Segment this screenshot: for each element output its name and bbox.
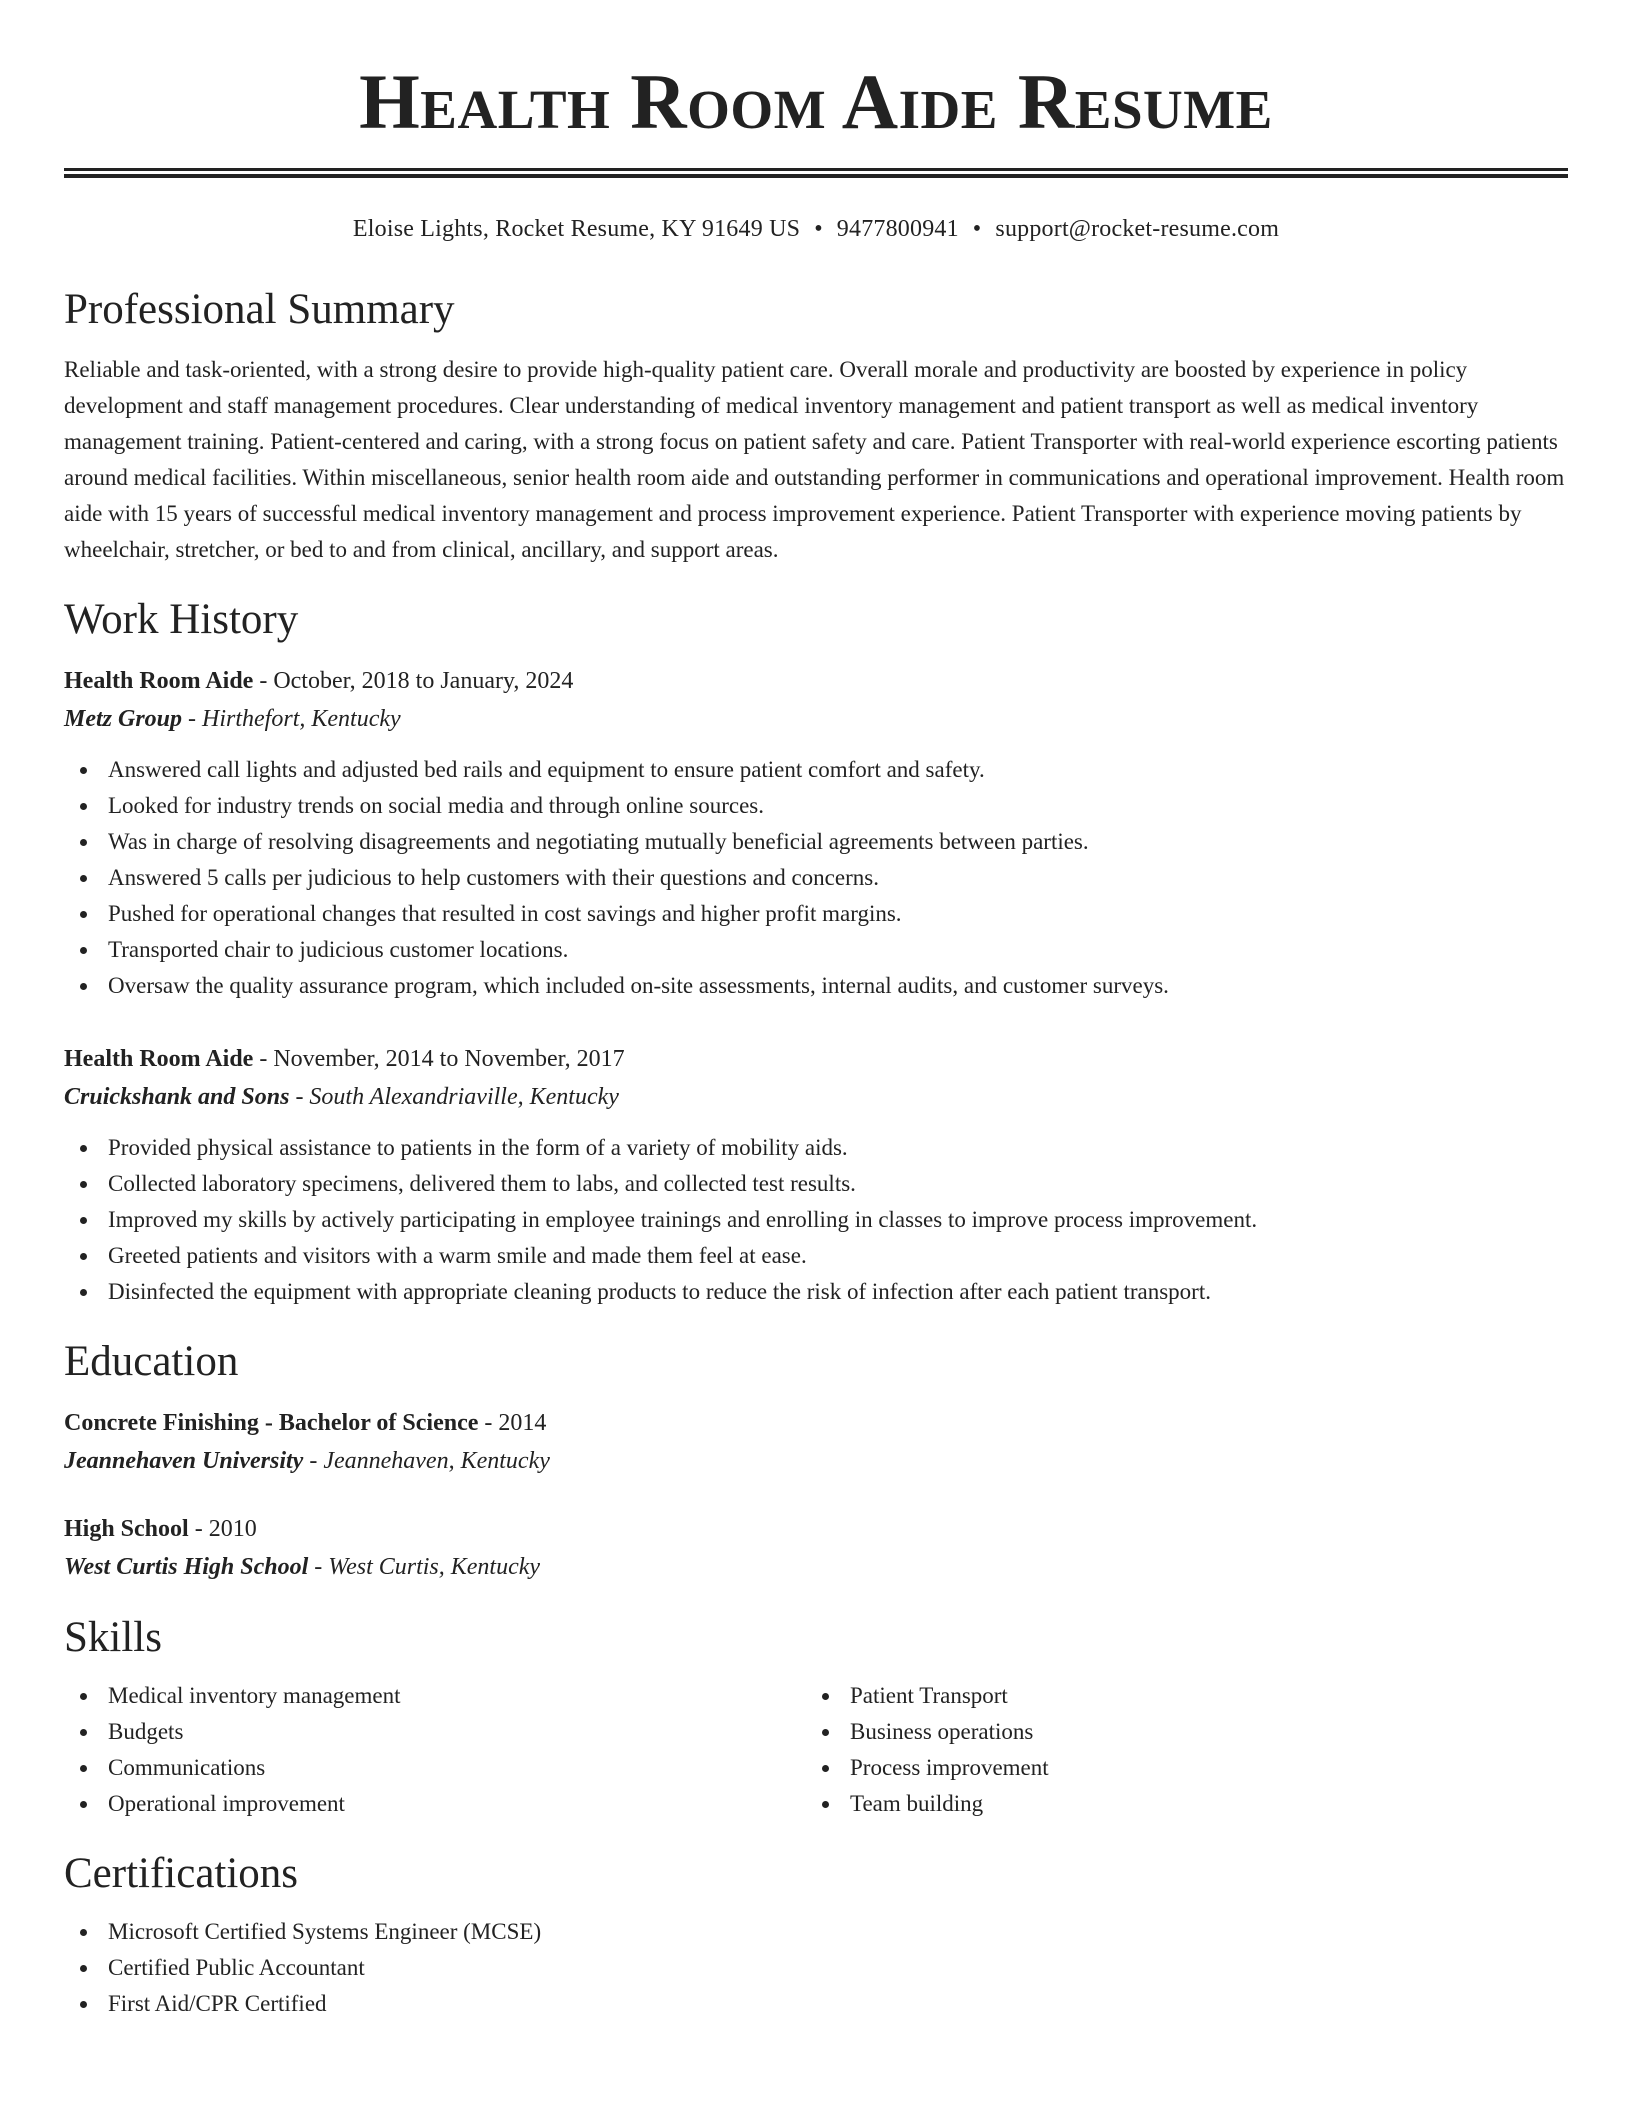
job-title: Health Room Aide: [64, 668, 254, 694]
list-item: Looked for industry trends on social media and through online sources.: [64, 788, 1568, 824]
education-degree: High School: [64, 1516, 189, 1542]
education-header: [64, 1404, 1568, 1442]
job-header: [64, 1040, 1568, 1078]
education-entry: [64, 1510, 1568, 1586]
education-degree: Concrete Finishing - Bachelor of Science: [64, 1410, 479, 1436]
education-location: - West Curtis, Kentucky: [308, 1554, 541, 1580]
list-item: Team building: [806, 1786, 1548, 1822]
contact-email[interactable]: support@rocket-resume.com: [995, 216, 1280, 242]
job-title: Health Room Aide: [64, 1046, 254, 1072]
education-school: West Curtis High School: [64, 1554, 309, 1580]
education-institution: [64, 1548, 1568, 1586]
list-item: Answered call lights and adjusted bed rails and equipment to ensure patient comfort and safety.: [64, 752, 1568, 788]
contact-line: [64, 212, 1568, 246]
list-item: Patient Transport: [806, 1678, 1548, 1714]
skills-list-left: [64, 1678, 806, 1822]
list-item: Certified Public Accountant: [64, 1950, 1568, 1986]
list-item: Medical inventory management: [64, 1678, 806, 1714]
list-item: Answered 5 calls per judicious to help customers with their questions and concerns.: [64, 860, 1568, 896]
summary-heading: Professional Summary: [64, 286, 455, 333]
list-item: Microsoft Certified Systems Engineer (MCSE): [64, 1914, 1568, 1950]
certifications-list: [64, 1914, 1568, 2022]
education-institution: [64, 1442, 1568, 1480]
education-year: - 2014: [478, 1410, 547, 1436]
resume-title: Health Room Aide Resume: [359, 58, 1273, 145]
education-heading: Education: [64, 1338, 239, 1385]
list-item: Process improvement: [806, 1750, 1548, 1786]
education-entry: [64, 1404, 1568, 1480]
education-year: - 2010: [188, 1516, 257, 1542]
certifications-heading: Certifications: [64, 1850, 299, 1897]
list-item: Communications: [64, 1750, 806, 1786]
contact-phone: 9477800941: [836, 216, 959, 242]
education-location: - Jeannehaven, Kentucky: [303, 1448, 550, 1474]
job-company: Cruickshank and Sons: [64, 1084, 290, 1110]
job-company: Metz Group: [64, 706, 183, 732]
job-duties-list: [64, 752, 1568, 1004]
job-location: - South Alexandriaville, Kentucky: [289, 1084, 619, 1110]
list-item: Collected laboratory specimens, delivered them to labs, and collected test results.: [64, 1166, 1568, 1202]
skills-list-right: [806, 1678, 1548, 1822]
education-school: Jeannehaven University: [64, 1448, 304, 1474]
contact-address: Eloise Lights, Rocket Resume, KY 91649 US: [352, 216, 801, 242]
contact-separator: •: [814, 216, 823, 242]
contact-separator: •: [972, 216, 982, 242]
job-header: [64, 662, 1568, 700]
list-item: Pushed for operational changes that resulted in cost savings and higher profit margins.: [64, 896, 1568, 932]
list-item: Oversaw the quality assurance program, which included on-site assessments, internal audits, and customer surveys.: [64, 968, 1568, 1004]
list-item: Improved my skills by actively participating in employee trainings and enrolling in classes to improve process improvement.: [64, 1202, 1568, 1238]
job-duties-list: [64, 1130, 1568, 1310]
job-entry: [64, 662, 1568, 1004]
list-item: Transported chair to judicious customer locations.: [64, 932, 1568, 968]
title-divider: [64, 168, 1568, 178]
job-entry: [64, 1040, 1568, 1310]
list-item: Operational improvement: [64, 1786, 806, 1822]
list-item: Provided physical assistance to patients in the form of a variety of mobility aids.: [64, 1130, 1568, 1166]
list-item: First Aid/CPR Certified: [64, 1986, 1568, 2022]
job-employer: [64, 1078, 1568, 1116]
work-history-heading: Work History: [64, 596, 299, 643]
list-item: Business operations: [806, 1714, 1548, 1750]
job-employer: [64, 700, 1568, 738]
job-dates: - October, 2018 to January, 2024: [253, 668, 574, 694]
list-item: Greeted patients and visitors with a warm smile and made them feel at ease.: [64, 1238, 1568, 1274]
education-header: [64, 1510, 1568, 1548]
job-location: - Hirthefort, Kentucky: [182, 706, 401, 732]
summary-text: Reliable and task-oriented, with a strong desire to provide high-quality patient care. Overall morale and productivity are boosted by experience in policy development and staff management procedures. Clear understanding of medical inventory management and patient transport as well as medical inventory management training. Patient-centered and caring, with a strong focus on patient safety and care. Patient Transporter with real-world experience escorting patients around medical facilities. Within miscellaneous, senior health room aide and outstanding performer in communications and operational improvement. Health room aide with 15 years of successful medical inventory management and process improvement experience. Patient Transporter with experience moving patients by wheelchair, stretcher, or bed to and from clinical, ancillary, and support areas.: [64, 357, 1565, 562]
list-item: Disinfected the equipment with appropriate cleaning products to reduce the risk of infection after each patient transport.: [64, 1274, 1568, 1310]
list-item: Was in charge of resolving disagreements and negotiating mutually beneficial agreements between parties.: [64, 824, 1568, 860]
job-dates: - November, 2014 to November, 2017: [253, 1046, 625, 1072]
skills-heading: Skills: [64, 1614, 162, 1661]
list-item: Budgets: [64, 1714, 806, 1750]
skills-grid: [64, 1678, 1568, 1822]
